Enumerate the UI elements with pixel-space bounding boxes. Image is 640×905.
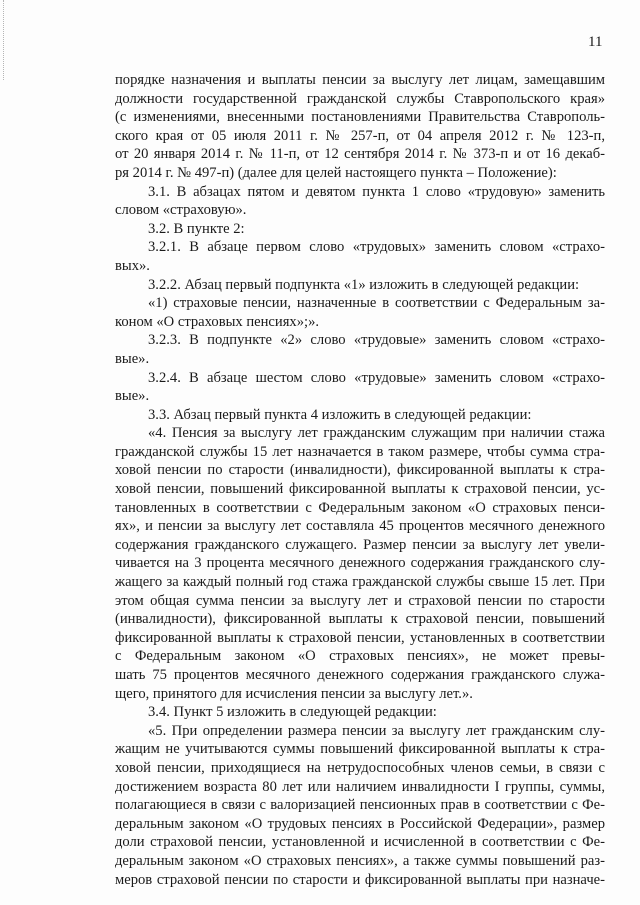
text-line: (с изменениями, внесенными постановлениями Правительства Ставрополь- [115, 109, 605, 126]
text-line: 3.2.2. Абзац первый подпункта «1» изложить в следующей редакции: [148, 276, 580, 293]
text-line: 3.2.4. В абзаце шестом слово «трудовые» заменить словом «страхо- [148, 369, 605, 386]
text-line: 3.2.1. В абзаце первом слово «трудовых» заменить словом «страхо- [148, 239, 605, 256]
text-line: жащего за каждый полный год стажа гражданской службы свыше 15 лет. При [115, 574, 605, 591]
text-line: доли страховой пенсии, установленной и исчисленной в соответствии с Фе- [115, 834, 605, 851]
text-line: от 20 января 2014 г. № 11-п, от 12 сентября 2014 г. № 373-п и от 16 декаб- [115, 146, 605, 163]
text-line: вые». [115, 388, 150, 405]
text-line: порядке назначения и выплаты пенсии за выслугу лет лицам, замещавшим [115, 72, 605, 88]
text-line: «1) страховые пенсии, назначенные в соответствии с Федеральным за- [148, 295, 605, 312]
text-line: тановленных в соответствии с Федеральным законом «О страховых пенси- [115, 499, 605, 516]
text-line: полагающиеся в связи с валоризацией пенсионных прав в соответствии с Фе- [115, 797, 605, 814]
scan-edge-marks [3, 0, 6, 80]
text-line: 3.4. Пункт 5 изложить в следующей редакции: [148, 704, 437, 721]
text-line: фиксированной выплаты к страховой пенсии, установленных в соответствии [115, 629, 605, 646]
text-line: 3.2.3. В подпункте «2» слово «трудовые» заменить словом «страхо- [148, 332, 605, 349]
text-line: вых». [115, 257, 150, 274]
document-body [115, 71, 605, 889]
text-line: должности государственной гражданской службы Ставропольского края» [115, 90, 605, 107]
text-line: 3.3. Абзац первый пункта 4 изложить в следующей редакции: [148, 406, 532, 423]
text-line: гражданской службы 15 лет назначается в таком размере, чтобы сумма стра- [115, 443, 605, 460]
text-line: 3.2. В пункте 2: [148, 220, 245, 237]
text-line: коном «О страховых пенсиях»;». [115, 313, 320, 330]
text-line: 3.1. В абзацах пятом и девятом пункта 1 слово «трудовую» заменить [148, 183, 605, 200]
text-line: шать 75 процентов месячного денежного содержания гражданского служа- [115, 667, 605, 683]
text-line: деральным законом «О страховых пенсиях», а также суммы повышений раз- [115, 852, 605, 869]
text-line: ского края от 05 июля 2011 г. № 257-п, от 04 апреля 2012 г. № 123-п, [115, 127, 605, 144]
text-line: чивается на 3 процента месячного денежного содержания гражданского слу- [115, 555, 605, 572]
text-line: ховой пенсии, повышений фиксированной выплаты к страховой пенсии, ус- [115, 481, 605, 498]
text-line: (инвалидности), фиксированной выплаты к страховой пенсии, повышений [115, 611, 605, 628]
text-line: вые». [115, 350, 150, 367]
text-line: этом общая сумма пенсии за выслугу лет и страховой пенсии по старости [115, 592, 605, 609]
text-line: словом «страховую». [115, 202, 247, 219]
text-line: ховой пенсии по старости (инвалидности), фиксированной выплаты к стра- [115, 462, 605, 479]
text-line: с Федеральным законом «О страховых пенсиях», не может превы- [115, 648, 605, 665]
text-line: меров страховой пенсии по старости и фиксированной выплаты при назначе- [115, 871, 605, 888]
text-line: «5. При определении размера пенсии за выслугу лет гражданским слу- [148, 722, 605, 739]
text-line: «4. Пенсия за выслугу лет гражданским служащим при наличии стажа [148, 425, 605, 442]
text-line: деральным законом «О трудовых пенсиях в Российской Федерации», размер [115, 815, 605, 832]
text-line: достижением возраста 80 лет или наличием инвалидности I группы, суммы, [115, 778, 605, 795]
text-line: ря 2014 г. № 497-п) (далее для целей настоящего пункта – Положение): [115, 164, 557, 181]
text-line: ях», и пенсии за выслугу лет составляла 45 процентов месячного денежного [115, 518, 605, 535]
page-number: 11 [588, 34, 603, 50]
text-line: жащим не учитываются суммы повышений фиксированной выплаты к стра- [115, 741, 605, 758]
text-line: содержания гражданского служащего. Размер пенсии за выслугу лет увели- [115, 536, 605, 553]
text-line: ховой пенсии, приходящиеся на нетрудоспособных членов семьи, в связи с [115, 759, 605, 776]
text-line: щего, принятого для исчисления пенсии за выслугу лет.». [115, 685, 473, 702]
